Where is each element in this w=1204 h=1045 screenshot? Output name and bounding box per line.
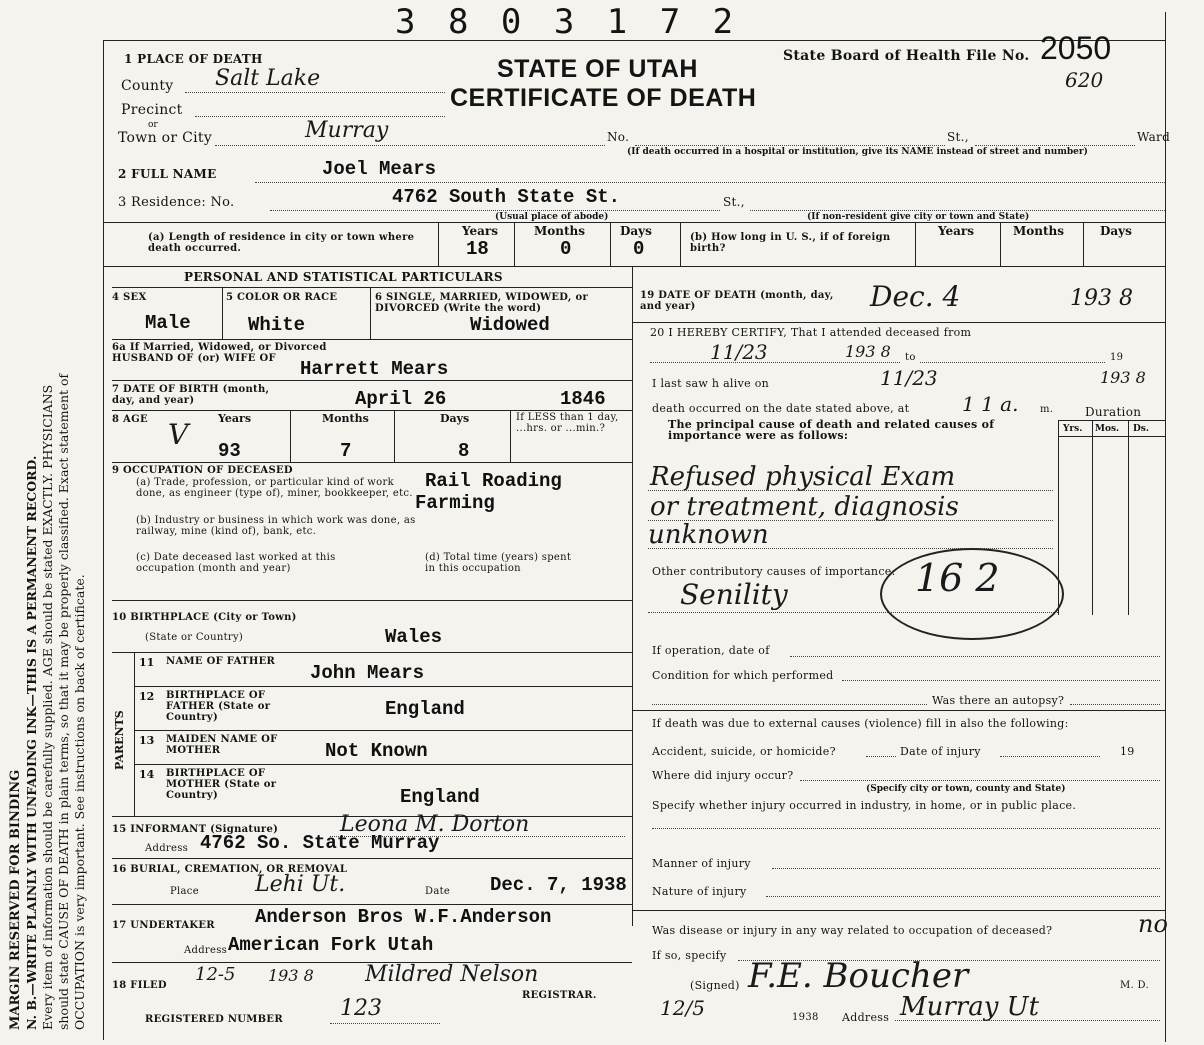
rule	[1000, 222, 1001, 266]
rule	[866, 756, 896, 757]
hospital-note: (If death occurred in a hospital or institution, give its NAME instead of street and number)	[627, 147, 1088, 157]
yrs-label: Yrs.	[1063, 424, 1083, 434]
undertaker-address: American Fork Utah	[228, 934, 434, 956]
stamp-number: 3 8 0 3 1 7 2	[395, 2, 740, 42]
rule	[1000, 756, 1100, 757]
age-months: 7	[340, 440, 352, 462]
rule-residence-top	[103, 222, 1165, 223]
nature-label: Nature of injury	[652, 885, 747, 898]
residence-days: 0	[633, 238, 645, 260]
occupation-value-2: Farming	[415, 492, 495, 514]
mother-value: Not Known	[325, 740, 428, 762]
occupation-d-label: (d) Total time (years) spent in this occupation	[425, 552, 572, 574]
rule	[920, 362, 1105, 363]
age-days-label: Days	[440, 412, 470, 425]
item-number: 11	[139, 656, 155, 669]
death-occurred-label: death occurred on the date stated above, at	[652, 402, 910, 415]
rule	[1070, 704, 1160, 705]
rule	[112, 410, 632, 411]
mother-birthplace-label: BIRTHPLACE OF MOTHER (State or Country)	[166, 768, 277, 801]
attended-from: 11/23	[710, 340, 768, 364]
birthplace-label: 10 BIRTHPLACE (City or Town)	[112, 612, 297, 623]
rule	[134, 652, 135, 816]
occupation-label: 9 OCCUPATION OF DECEASED	[112, 465, 293, 476]
occupation-a-label: (a) Trade, profession, or particular kind of work done, as engineer (type of), miner, bookkeeper, etc.	[136, 477, 413, 499]
date-of-death-label: 19 DATE OF DEATH (month, day, and year)	[640, 290, 834, 312]
rule	[112, 904, 632, 905]
item-number: 14	[139, 768, 155, 781]
filed-year: 193 8	[268, 966, 314, 985]
informant-label: 15 INFORMANT (Signature)	[112, 824, 279, 835]
rule	[112, 600, 632, 601]
rule	[370, 287, 371, 339]
regno-line	[330, 1023, 440, 1024]
residence-months: 0	[560, 238, 572, 260]
certify-label: 20 I HEREBY CERTIFY, That I attended deceased from	[650, 326, 972, 339]
precinct-line	[195, 116, 445, 117]
principal-cause-label: The principal cause of death and related causes of importance were as follows:	[668, 418, 995, 442]
rule	[112, 380, 632, 381]
undertaker-value: Anderson Bros W.F.Anderson	[255, 906, 552, 928]
color-value: White	[248, 314, 306, 336]
rule	[134, 686, 632, 687]
rule	[650, 362, 900, 363]
rule	[514, 222, 515, 266]
occupation-b-label: (b) Industry or business in which work was done, as railway, mine (kind of), bank, etc.	[136, 515, 416, 537]
side-note-line: should state CAUSE OF DEATH in plain terms, so that it may be properly classified. Exact statement of	[56, 373, 71, 1030]
parents-side-label: PARENTS	[113, 710, 126, 770]
left-border	[103, 40, 104, 1040]
rule	[680, 222, 681, 266]
signed-date: 12/5	[660, 996, 705, 1020]
spouse-label: 6a If Married, Widowed, or Divorced HUSBAND OF (or) WIFE OF	[112, 342, 327, 364]
days-label: Days	[620, 224, 652, 238]
burial-place: Lehi Ut.	[255, 872, 346, 897]
rule	[632, 710, 1165, 711]
color-label: 5 COLOR OR RACE	[226, 292, 338, 303]
rule	[895, 1020, 1160, 1021]
years-label: Years	[462, 224, 499, 238]
rule	[652, 828, 1160, 829]
signed-address: Murray Ut	[900, 992, 1040, 1022]
attended-to-year: 19	[1110, 352, 1124, 363]
ward-line	[975, 145, 1135, 146]
marital-value: Widowed	[470, 314, 550, 336]
date-of-death: Dec. 4	[870, 280, 961, 313]
father-birthplace-value: England	[385, 698, 465, 720]
residence-st: St.,	[723, 195, 745, 209]
other-causes-label: Other contributory causes of importance:	[652, 565, 896, 578]
informant-address: 4762 So. State Murray	[200, 832, 440, 854]
physician-signature: F.E. Boucher	[748, 956, 969, 996]
right-border	[1165, 12, 1166, 1042]
age-label: 8 AGE	[112, 414, 148, 425]
rule	[652, 704, 927, 705]
filed-date: 12-5	[195, 964, 236, 985]
age-years: 93	[218, 440, 241, 462]
last-saw-label: I last saw h alive on	[652, 377, 769, 390]
last-saw-date: 11/23	[880, 366, 938, 390]
no-label: No.	[607, 130, 630, 144]
months-label: Months	[534, 224, 586, 238]
external-causes-label: If death was due to external causes (violence) fill in also the following:	[652, 717, 1069, 730]
residence-years: 18	[466, 238, 489, 260]
age-check-mark: V	[168, 418, 189, 451]
regno-label: REGISTERED NUMBER	[145, 1014, 283, 1025]
rule	[1092, 420, 1093, 615]
birthplace-state-label: (State or Country)	[145, 632, 244, 643]
operation-label: If operation, date of	[652, 644, 770, 657]
birthplace-value: Wales	[385, 626, 443, 648]
where-injury-label: Where did injury occur?	[652, 769, 794, 782]
rule	[112, 652, 632, 653]
signed-label: (Signed)	[690, 979, 740, 992]
usual-note: (Usual place of abode)	[495, 212, 609, 222]
cause-line-1: Refused physical Exam	[650, 462, 956, 492]
burial-place-label: Place	[170, 886, 199, 897]
father-label: NAME OF FATHER	[166, 656, 276, 667]
rule	[112, 339, 632, 340]
rule	[112, 858, 632, 859]
rule	[112, 462, 632, 463]
place-of-death-label: 1 PLACE OF DEATH	[124, 52, 263, 66]
last-saw-year: 193 8	[1100, 368, 1146, 387]
dob-year: 1846	[560, 388, 606, 410]
attended-from-year: 193 8	[845, 342, 891, 361]
rule	[648, 520, 1053, 521]
md-label: M. D.	[1120, 980, 1149, 991]
attended-to-label: to	[905, 352, 916, 363]
father-value: John Mears	[310, 662, 425, 684]
full-name-value: Joel Mears	[322, 158, 437, 180]
side-note-line: Every item of information should be carefully supplied. AGE should be stated EXACTLY. PHYSICIANS	[40, 384, 55, 1030]
file-sub: 620	[1065, 68, 1104, 92]
us-residence-label: (b) How long in U. S., if of foreign birth?	[690, 232, 891, 254]
other-cause: Senility	[680, 578, 788, 611]
rule	[766, 896, 1160, 897]
filed-label: 18 FILED	[112, 980, 167, 991]
autopsy-label: Was there an autopsy?	[932, 694, 1065, 707]
undertaker-address-label: Address	[184, 945, 228, 956]
age-days: 8	[458, 440, 470, 462]
sex-label: 4 SEX	[112, 292, 147, 303]
town-value: Murray	[305, 118, 389, 143]
death-time: 1 1 a.	[962, 392, 1019, 416]
us-months-label: Months	[1013, 224, 1065, 238]
regno-value: 123	[340, 996, 382, 1021]
manner-label: Manner of injury	[652, 857, 751, 870]
occupation-value-1: Rail Roading	[425, 470, 562, 492]
burial-date: Dec. 7, 1938	[490, 874, 627, 896]
cause-line-3: unknown	[648, 520, 769, 550]
county-line	[185, 92, 445, 93]
certificate-title: CERTIFICATE OF DEATH	[450, 84, 757, 112]
rule	[842, 680, 1160, 681]
mother-label: MAIDEN NAME OF MOTHER	[166, 734, 278, 756]
dob-value: April 26	[355, 388, 447, 410]
file-no: 2050	[1040, 30, 1112, 66]
rule	[394, 410, 395, 462]
rule	[648, 612, 1058, 613]
side-note-line: OCCUPATION is very important. See instructions on back of certificate.	[72, 574, 87, 1030]
state-title: STATE OF UTAH	[497, 55, 698, 83]
nonres-note: (If non-resident give city or town and State)	[807, 212, 1030, 222]
rule	[800, 780, 1160, 781]
rule	[290, 410, 291, 462]
informant-address-label: Address	[145, 843, 189, 854]
residence-city-line	[750, 210, 1165, 211]
st-label: St.,	[947, 130, 969, 144]
full-name-label: 2 FULL NAME	[118, 167, 217, 181]
duration-label: Duration	[1085, 405, 1142, 419]
file-no-label: State Board of Health File No.	[783, 48, 1030, 64]
less-than-label: If LESS than 1 day, ...hrs. or ...min.?	[516, 412, 619, 434]
rule	[134, 764, 632, 765]
burial-label: 16 BURIAL, CREMATION, OR REMOVAL	[112, 864, 348, 875]
mos-label: Mos.	[1095, 424, 1120, 434]
dob-label: 7 DATE OF BIRTH (month, day, and year)	[112, 384, 270, 406]
or-label: or	[148, 120, 158, 130]
injury-date-label: Date of injury	[900, 745, 981, 758]
spouse-value: Harrett Mears	[300, 358, 449, 380]
full-name-line	[255, 182, 1165, 183]
ward-label: Ward	[1137, 130, 1171, 144]
specify-injury-label: Specify whether injury occurred in industry, in home, or in public place.	[652, 799, 1077, 812]
item-number: 13	[139, 734, 155, 747]
item-number: 12	[139, 690, 155, 703]
rule	[610, 222, 611, 266]
rule	[648, 490, 1053, 491]
rule	[632, 910, 1165, 911]
signed-year: 1938	[792, 1012, 819, 1023]
rule	[1083, 222, 1084, 266]
town-line	[215, 145, 605, 146]
rule	[1058, 420, 1165, 421]
rule	[1128, 420, 1129, 615]
rule	[112, 287, 632, 288]
age-months-label: Months	[322, 412, 369, 425]
informant-signature: Leona M. Dorton	[340, 812, 530, 837]
ds-label: Ds.	[1133, 424, 1150, 434]
where-note: (Specify city or town, county and State)	[866, 784, 1066, 794]
us-years-label: Years	[938, 224, 975, 238]
accident-label: Accident, suicide, or homicide?	[652, 745, 836, 758]
occupation-c-label: (c) Date deceased last worked at this occupation (month and year)	[136, 552, 336, 574]
father-birthplace-label: BIRTHPLACE OF FATHER (State or Country)	[166, 690, 271, 723]
sex-value: Male	[145, 312, 191, 334]
rule	[772, 868, 1160, 869]
rule	[510, 410, 511, 462]
precinct-label: Precinct	[121, 102, 183, 118]
registrar-label: REGISTRAR.	[522, 990, 597, 1001]
injury-year: 19	[1120, 745, 1135, 758]
length-residence-label: (a) Length of residence in city or town where death occurred.	[148, 232, 415, 254]
rule	[915, 222, 916, 266]
rule	[790, 656, 1160, 657]
date-of-death-year: 193 8	[1070, 286, 1133, 311]
residence-line	[270, 210, 720, 211]
rule	[632, 322, 1165, 323]
town-label: Town or City	[118, 130, 213, 146]
rule-residence-bottom	[103, 266, 1165, 267]
residence-label: 3 Residence: No.	[118, 195, 235, 210]
cause-line-2: or treatment, diagnosis	[650, 492, 959, 522]
side-note	[8, 374, 88, 1030]
side-note-binding: MARGIN RESERVED FOR BINDING	[8, 769, 23, 1030]
signed-address-label: Address	[842, 1011, 890, 1024]
rule	[134, 730, 632, 731]
rule	[1058, 436, 1165, 437]
county-value: Salt Lake	[215, 66, 321, 91]
side-note-line: N. B.—WRITE PLAINLY WITH UNFADING INK—THIS IS A PERMANENT RECORD.	[24, 455, 39, 1030]
residence-value: 4762 South State St.	[392, 186, 621, 208]
center-divider	[632, 266, 633, 926]
occupation-related-answer: no	[1138, 910, 1168, 938]
if-so-label: If so, specify	[652, 949, 727, 962]
personal-section-title: PERSONAL AND STATISTICAL PARTICULARS	[184, 270, 503, 284]
burial-date-label: Date	[425, 886, 451, 897]
cause-code: 16 2	[915, 556, 1000, 600]
county-label: County	[121, 78, 174, 94]
marital-label: 6 SINGLE, MARRIED, WIDOWED, or DIVORCED (Write the word)	[375, 292, 589, 314]
condition-label: Condition for which performed	[652, 669, 834, 682]
undertaker-label: 17 UNDERTAKER	[112, 920, 215, 931]
mother-birthplace-value: England	[400, 786, 480, 808]
us-days-label: Days	[1100, 224, 1132, 238]
m-label: m.	[1040, 404, 1054, 415]
rule	[222, 287, 223, 339]
occupation-related-label: Was disease or injury in any way related to occupation of deceased?	[652, 924, 1053, 937]
rule	[438, 222, 439, 266]
age-years-label: Years	[218, 412, 252, 425]
street-line	[635, 145, 945, 146]
registrar-signature: Mildred Nelson	[365, 962, 539, 987]
